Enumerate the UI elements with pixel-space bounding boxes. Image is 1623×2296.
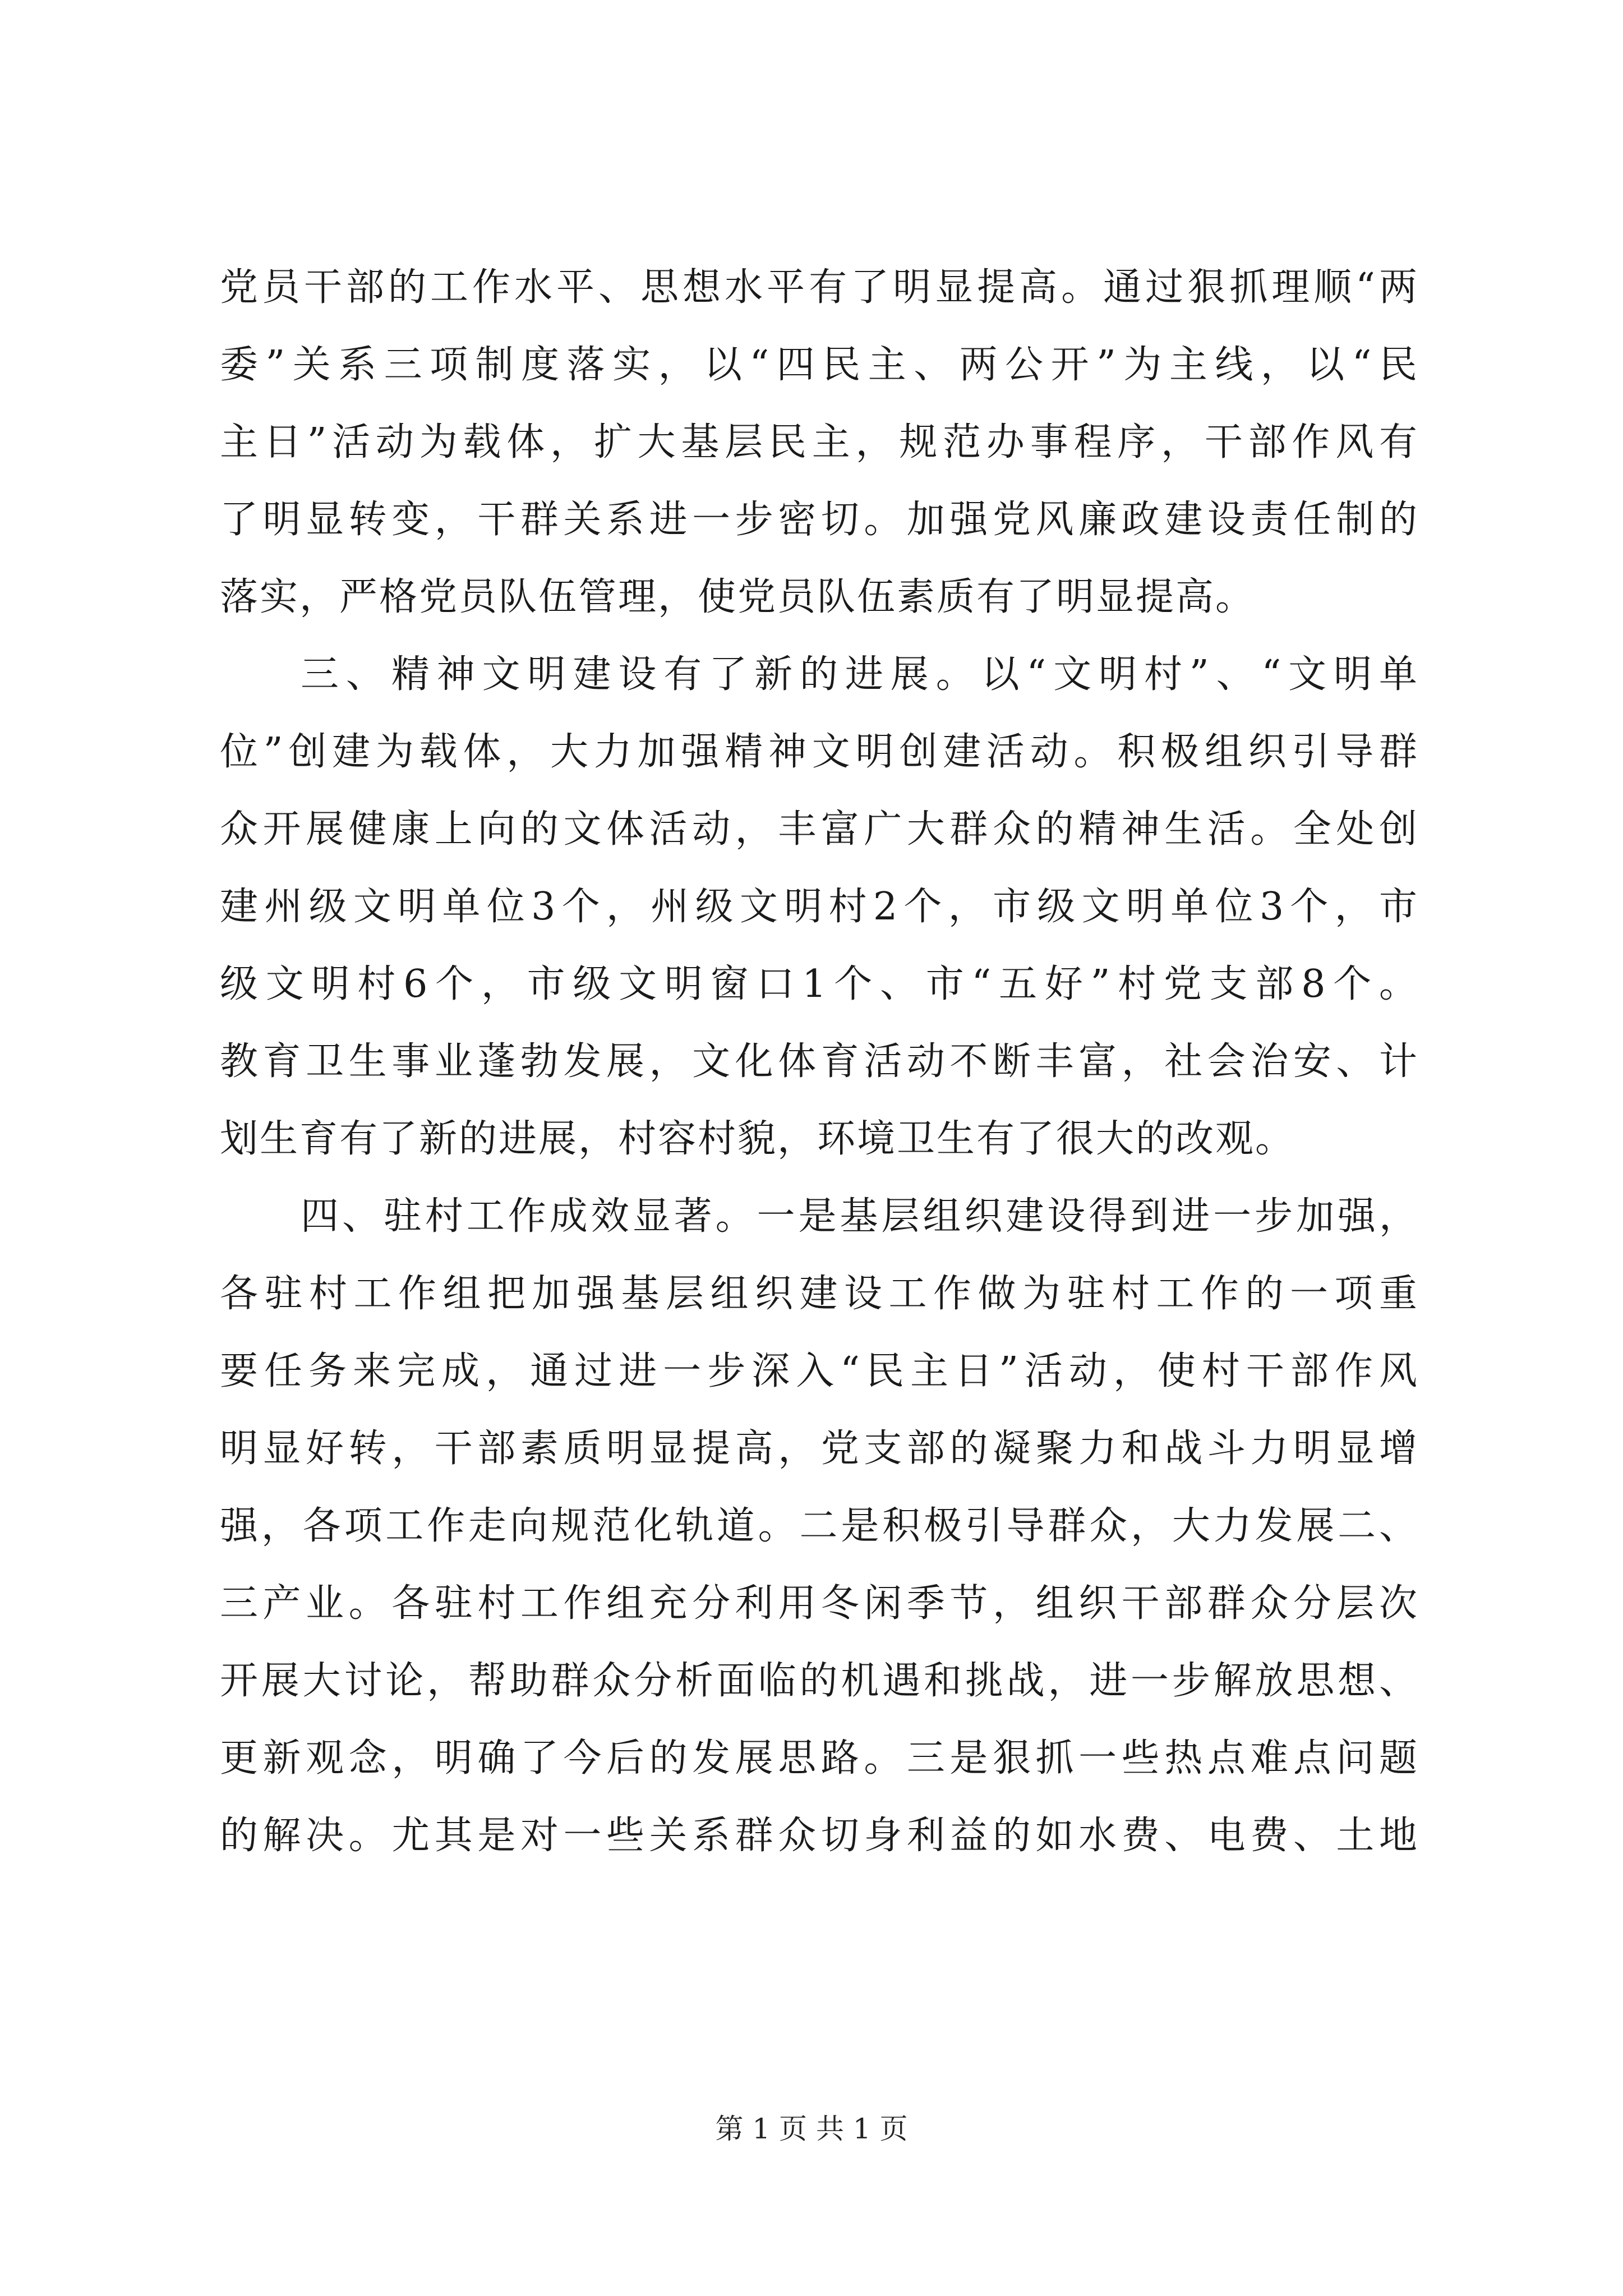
text-line: 委”关系三项制度落实，以“四民主、两公开”为主线，以“民 — [220, 343, 1419, 387]
text-line: 党员干部的工作水平、思想水平有了明显提高。通过狠抓理顺“两 — [220, 265, 1419, 310]
text-line: 三产业。各驻村工作组充分利用冬闲季节，组织干部群众分层次 — [220, 1581, 1419, 1626]
text-line: 众开展健康上向的文体活动，丰富广大群众的精神生活。全处创 — [220, 807, 1419, 852]
text-line: 三、精神文明建设有了新的进展。以“文明村”、“文明单 — [301, 652, 1419, 697]
text-line: 明显好转，干部素质明显提高，党支部的凝聚力和战斗力明显增 — [220, 1427, 1419, 1471]
text-line: 强，各项工作走向规范化轨道。二是积极引导群众，大力发展二、 — [220, 1504, 1419, 1548]
text-line: 划生育有了新的进展，村容村貌，环境卫生有了很大的改观。 — [220, 1117, 1295, 1161]
text-line: 了明显转变，干群关系进一步密切。加强党风廉政建设责任制的 — [220, 498, 1419, 542]
text-line: 落实，严格党员队伍管理，使党员队伍素质有了明显提高。 — [220, 575, 1256, 619]
text-line: 各驻村工作组把加强基层组织建设工作做为驻村工作的一项重 — [220, 1272, 1419, 1316]
page-footer: 第 1 页 共 1 页 — [715, 2113, 908, 2145]
text-line: 建州级文明单位3个，州级文明村2个，市级文明单位3个，市 — [220, 885, 1419, 929]
paragraph-3 — [220, 1178, 1419, 1875]
text-line: 级文明村6个，市级文明窗口1个、市“五好”村党支部8个。 — [220, 962, 1419, 1006]
text-line: 位”创建为载体，大力加强精神文明创建活动。积极组织引导群 — [220, 730, 1419, 774]
text-line: 的解决。尤其是对一些关系群众切身利益的如水费、电费、土地 — [220, 1814, 1419, 1858]
paragraph-1 — [220, 249, 1419, 636]
text-line: 要任务来完成，通过进一步深入“民主日”活动，使村干部作风 — [220, 1349, 1419, 1393]
text-line: 更新观念，明确了今后的发展思路。三是狠抓一些热点难点问题 — [220, 1736, 1419, 1780]
text-line: 开展大讨论，帮助群众分析面临的机遇和挑战，进一步解放思想、 — [220, 1659, 1419, 1703]
text-line: 主日”活动为载体，扩大基层民主，规范办事程序，干部作风有 — [220, 420, 1419, 464]
text-line: 四、驻村工作成效显著。一是基层组织建设得到进一步加强， — [301, 1194, 1419, 1239]
text-line: 教育卫生事业蓬勃发展，文化体育活动不断丰富，社会治安、计 — [220, 1039, 1419, 1084]
document-body — [220, 249, 1419, 1875]
paragraph-2 — [220, 636, 1419, 1178]
